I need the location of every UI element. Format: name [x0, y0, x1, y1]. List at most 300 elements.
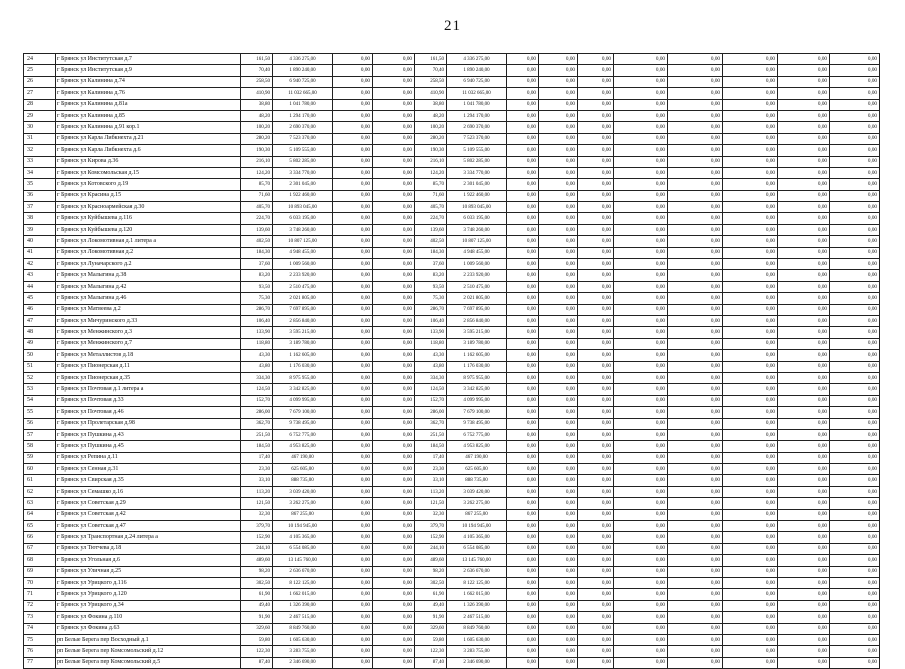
value-cell: 0,00 [507, 315, 539, 326]
value-cell: 0,00 [830, 464, 880, 475]
area-cell: 93,50 [415, 281, 447, 292]
value-cell: 0,00 [668, 304, 723, 315]
table-body [24, 54, 880, 669]
value-cell: 0,00 [507, 99, 539, 110]
table-row [24, 293, 880, 304]
value-cell: 0,00 [614, 384, 668, 395]
value-cell: 0,00 [578, 179, 614, 190]
value-cell: 0,00 [373, 88, 415, 99]
area-cell: 379,70 [415, 521, 447, 532]
value-cell: 0,00 [723, 634, 778, 645]
value-cell: 0,00 [723, 99, 778, 110]
value-cell: 0,00 [539, 293, 578, 304]
value-cell: 0,00 [539, 156, 578, 167]
value-cell: 0,00 [578, 657, 614, 668]
value-cell: 0,00 [723, 213, 778, 224]
value-cell: 0,00 [333, 315, 373, 326]
cost-cell: 11 032 665,00 [273, 88, 333, 99]
value-cell: 0,00 [723, 65, 778, 76]
value-cell: 0,00 [723, 236, 778, 247]
row-number: 72 [24, 600, 56, 611]
cost-cell: 3 595 215,00 [447, 327, 507, 338]
value-cell: 0,00 [578, 612, 614, 623]
table-row [24, 338, 880, 349]
value-cell: 0,00 [778, 259, 830, 270]
area-cell: 410,90 [415, 88, 447, 99]
value-cell: 0,00 [578, 247, 614, 258]
value-cell: 0,00 [507, 589, 539, 600]
area-cell: 49,40 [415, 600, 447, 611]
value-cell: 0,00 [333, 395, 373, 406]
value-cell: 0,00 [778, 190, 830, 201]
value-cell: 0,00 [373, 589, 415, 600]
area-cell: 302,50 [415, 577, 447, 588]
value-cell: 0,00 [333, 327, 373, 338]
value-cell: 0,00 [539, 464, 578, 475]
value-cell: 0,00 [578, 509, 614, 520]
value-cell: 0,00 [373, 315, 415, 326]
value-cell: 0,00 [723, 486, 778, 497]
value-cell: 0,00 [578, 270, 614, 281]
table-row [24, 441, 880, 452]
value-cell: 0,00 [723, 384, 778, 395]
cost-cell: 2 690 370,00 [273, 122, 333, 133]
value-cell: 0,00 [778, 145, 830, 156]
cost-cell: 1 041 780,00 [273, 99, 333, 110]
value-cell: 0,00 [614, 327, 668, 338]
value-cell: 0,00 [373, 179, 415, 190]
cost-cell: 2 856 840,00 [273, 315, 333, 326]
cost-cell: 1 890 240,00 [273, 65, 333, 76]
value-cell: 0,00 [507, 76, 539, 87]
value-cell: 0,00 [333, 646, 373, 657]
cost-cell: 10 807 125,00 [447, 236, 507, 247]
address-cell: г Брянск ул Урицкого д.34 [56, 600, 241, 611]
value-cell: 0,00 [539, 407, 578, 418]
value-cell: 0,00 [373, 612, 415, 623]
value-cell: 0,00 [333, 54, 373, 65]
value-cell: 0,00 [578, 600, 614, 611]
value-cell: 0,00 [668, 133, 723, 144]
cost-cell: 2 021 805,00 [273, 293, 333, 304]
row-number: 54 [24, 395, 56, 406]
value-cell: 0,00 [578, 315, 614, 326]
area-cell: 244,10 [415, 543, 447, 554]
address-cell: г Брянск ул Советская д.47 [56, 521, 241, 532]
value-cell: 0,00 [614, 133, 668, 144]
value-cell: 0,00 [830, 350, 880, 361]
value-cell: 0,00 [723, 88, 778, 99]
row-number: 34 [24, 167, 56, 178]
value-cell: 0,00 [578, 190, 614, 201]
value-cell: 0,00 [614, 293, 668, 304]
address-cell: г Брянск ул Советская д.42 [56, 509, 241, 520]
value-cell: 0,00 [507, 532, 539, 543]
value-cell: 0,00 [778, 350, 830, 361]
value-cell: 0,00 [668, 600, 723, 611]
value-cell: 0,00 [507, 418, 539, 429]
value-cell: 0,00 [723, 577, 778, 588]
value-cell: 0,00 [778, 452, 830, 463]
cost-cell: 4 099 995,00 [273, 395, 333, 406]
value-cell: 0,00 [830, 259, 880, 270]
cost-cell: 6 554 085,00 [273, 543, 333, 554]
value-cell: 0,00 [668, 577, 723, 588]
value-cell: 0,00 [668, 418, 723, 429]
value-cell: 0,00 [830, 156, 880, 167]
value-cell: 0,00 [723, 612, 778, 623]
cost-cell: 4 948 455,00 [273, 247, 333, 258]
value-cell: 0,00 [668, 88, 723, 99]
value-cell: 0,00 [507, 612, 539, 623]
cost-cell: 3 262 275,00 [273, 498, 333, 509]
value-cell: 0,00 [578, 145, 614, 156]
table-row [24, 577, 880, 588]
value-cell: 0,00 [507, 179, 539, 190]
value-cell: 0,00 [578, 281, 614, 292]
value-cell: 0,00 [830, 612, 880, 623]
area-cell: 17,40 [241, 452, 273, 463]
value-cell: 0,00 [830, 99, 880, 110]
area-cell: 286,70 [415, 304, 447, 315]
value-cell: 0,00 [668, 509, 723, 520]
value-cell: 0,00 [778, 361, 830, 372]
value-cell: 0,00 [373, 657, 415, 668]
value-cell: 0,00 [614, 259, 668, 270]
value-cell: 0,00 [668, 247, 723, 258]
table-row [24, 179, 880, 190]
value-cell: 0,00 [778, 486, 830, 497]
value-cell: 0,00 [830, 213, 880, 224]
area-cell: 38,80 [241, 99, 273, 110]
address-cell: г Брянск ул Фокина д.63 [56, 623, 241, 634]
row-number: 37 [24, 202, 56, 213]
area-cell: 83,20 [415, 270, 447, 281]
value-cell: 0,00 [373, 167, 415, 178]
address-cell: г Брянск ул Пионерская д.35 [56, 372, 241, 383]
value-cell: 0,00 [578, 623, 614, 634]
area-cell: 33,10 [241, 475, 273, 486]
value-cell: 0,00 [778, 65, 830, 76]
area-cell: 83,20 [241, 270, 273, 281]
value-cell: 0,00 [830, 566, 880, 577]
value-cell: 0,00 [614, 589, 668, 600]
value-cell: 0,00 [778, 202, 830, 213]
value-cell: 0,00 [830, 76, 880, 87]
table-row [24, 122, 880, 133]
value-cell: 0,00 [333, 190, 373, 201]
area-cell: 334,30 [241, 372, 273, 383]
value-cell: 0,00 [723, 543, 778, 554]
row-number: 57 [24, 429, 56, 440]
cost-cell: 1 176 030,00 [273, 361, 333, 372]
value-cell: 0,00 [578, 259, 614, 270]
value-cell: 0,00 [507, 498, 539, 509]
table-row [24, 361, 880, 372]
value-cell: 0,00 [830, 532, 880, 543]
table-row [24, 429, 880, 440]
row-number: 46 [24, 304, 56, 315]
value-cell: 0,00 [668, 407, 723, 418]
address-cell: г Брянск ул Пушкина д.43 [56, 429, 241, 440]
cost-cell: 6 940 725,00 [447, 76, 507, 87]
cost-cell: 7 679 100,00 [447, 407, 507, 418]
value-cell: 0,00 [614, 612, 668, 623]
row-number: 28 [24, 99, 56, 110]
address-cell: г Брянск ул Котовского д.19 [56, 179, 241, 190]
area-cell: 362,70 [241, 418, 273, 429]
row-number: 58 [24, 441, 56, 452]
area-cell: 152,70 [241, 395, 273, 406]
address-cell: г Брянск ул Малыгина д.38 [56, 270, 241, 281]
value-cell: 0,00 [333, 521, 373, 532]
value-cell: 0,00 [614, 498, 668, 509]
value-cell: 0,00 [539, 372, 578, 383]
address-cell: г Брянск ул Пионерская д.11 [56, 361, 241, 372]
table-row [24, 88, 880, 99]
value-cell: 0,00 [778, 236, 830, 247]
value-cell: 0,00 [830, 110, 880, 121]
area-cell: 87,40 [241, 657, 273, 668]
cost-cell: 1 176 030,00 [447, 361, 507, 372]
value-cell: 0,00 [723, 521, 778, 532]
value-cell: 0,00 [830, 498, 880, 509]
value-cell: 0,00 [578, 543, 614, 554]
area-cell: 75,30 [415, 293, 447, 304]
cost-cell: 10 194 945,00 [447, 521, 507, 532]
cost-cell: 1 009 560,00 [447, 259, 507, 270]
table-row [24, 145, 880, 156]
row-number: 42 [24, 259, 56, 270]
table-row [24, 623, 880, 634]
cost-cell: 9 738 495,00 [273, 418, 333, 429]
value-cell: 0,00 [830, 509, 880, 520]
table-row [24, 259, 880, 270]
address-cell: г Брянск ул Локомотивная д.2 [56, 247, 241, 258]
area-cell: 362,70 [415, 418, 447, 429]
cost-cell: 2 021 805,00 [447, 293, 507, 304]
value-cell: 0,00 [539, 179, 578, 190]
address-cell: г Брянск ул Калинина д.85 [56, 110, 241, 121]
area-cell: 302,50 [241, 577, 273, 588]
value-cell: 0,00 [668, 270, 723, 281]
value-cell: 0,00 [333, 133, 373, 144]
value-cell: 0,00 [723, 475, 778, 486]
area-cell: 17,40 [415, 452, 447, 463]
address-cell: г Брянск ул Почтовая д.1 литера а [56, 384, 241, 395]
address-cell: г Брянск ул Красина д.15 [56, 190, 241, 201]
value-cell: 0,00 [778, 281, 830, 292]
area-cell: 139,60 [241, 224, 273, 235]
value-cell: 0,00 [668, 281, 723, 292]
value-cell: 0,00 [723, 110, 778, 121]
value-cell: 0,00 [668, 76, 723, 87]
value-cell: 0,00 [507, 270, 539, 281]
value-cell: 0,00 [578, 350, 614, 361]
area-cell: 121,50 [241, 498, 273, 509]
cost-cell: 1 294 170,00 [273, 110, 333, 121]
value-cell: 0,00 [539, 122, 578, 133]
value-cell: 0,00 [539, 634, 578, 645]
value-cell: 0,00 [668, 452, 723, 463]
value-cell: 0,00 [668, 122, 723, 133]
cost-cell: 2 233 920,00 [273, 270, 333, 281]
value-cell: 0,00 [830, 190, 880, 201]
table-row [24, 372, 880, 383]
cost-cell: 10 194 945,00 [273, 521, 333, 532]
value-cell: 0,00 [830, 133, 880, 144]
value-cell: 0,00 [668, 646, 723, 657]
value-cell: 0,00 [333, 179, 373, 190]
value-cell: 0,00 [578, 418, 614, 429]
area-cell: 224,70 [415, 213, 447, 224]
address-cell: рп Белые Берега пер Комсомольский д.5 [56, 657, 241, 668]
cost-cell: 1 605 630,00 [273, 634, 333, 645]
address-cell: г Брянск ул Менжинского д.3 [56, 327, 241, 338]
value-cell: 0,00 [578, 577, 614, 588]
value-cell: 0,00 [578, 99, 614, 110]
cost-cell: 3 039 420,00 [273, 486, 333, 497]
value-cell: 0,00 [778, 441, 830, 452]
row-number: 45 [24, 293, 56, 304]
value-cell: 0,00 [723, 623, 778, 634]
value-cell: 0,00 [373, 293, 415, 304]
address-cell: г Брянск ул Тютчева д.18 [56, 543, 241, 554]
value-cell: 0,00 [333, 259, 373, 270]
value-cell: 0,00 [373, 270, 415, 281]
value-cell: 0,00 [333, 122, 373, 133]
cost-cell: 888 735,00 [273, 475, 333, 486]
value-cell: 0,00 [373, 54, 415, 65]
value-cell: 0,00 [333, 338, 373, 349]
cost-cell: 7 697 895,00 [447, 304, 507, 315]
value-cell: 0,00 [723, 190, 778, 201]
value-cell: 0,00 [507, 65, 539, 76]
value-cell: 0,00 [539, 429, 578, 440]
value-cell: 0,00 [333, 589, 373, 600]
area-cell: 410,90 [241, 88, 273, 99]
row-number: 69 [24, 566, 56, 577]
table-row [24, 270, 880, 281]
value-cell: 0,00 [614, 429, 668, 440]
value-cell: 0,00 [507, 555, 539, 566]
value-cell: 0,00 [614, 167, 668, 178]
table-row [24, 202, 880, 213]
value-cell: 0,00 [668, 612, 723, 623]
area-cell: 59,80 [415, 634, 447, 645]
value-cell: 0,00 [507, 361, 539, 372]
value-cell: 0,00 [539, 259, 578, 270]
value-cell: 0,00 [539, 475, 578, 486]
value-cell: 0,00 [668, 429, 723, 440]
value-cell: 0,00 [507, 259, 539, 270]
cost-cell: 10 893 045,00 [447, 202, 507, 213]
value-cell: 0,00 [778, 224, 830, 235]
value-cell: 0,00 [373, 122, 415, 133]
value-cell: 0,00 [507, 350, 539, 361]
value-cell: 0,00 [578, 429, 614, 440]
cost-cell: 467 190,00 [447, 452, 507, 463]
value-cell: 0,00 [373, 304, 415, 315]
cost-cell: 1 662 015,00 [273, 589, 333, 600]
value-cell: 0,00 [578, 167, 614, 178]
value-cell: 0,00 [830, 88, 880, 99]
address-cell: г Брянск ул Свирская д.35 [56, 475, 241, 486]
area-cell: 489,60 [415, 555, 447, 566]
value-cell: 0,00 [723, 145, 778, 156]
value-cell: 0,00 [614, 555, 668, 566]
cost-cell: 2 467 515,00 [273, 612, 333, 623]
cost-cell: 7 523 370,00 [447, 133, 507, 144]
value-cell: 0,00 [778, 634, 830, 645]
area-cell: 280,20 [415, 133, 447, 144]
value-cell: 0,00 [373, 213, 415, 224]
cost-cell: 7 523 370,00 [273, 133, 333, 144]
area-cell: 402,50 [241, 236, 273, 247]
value-cell: 0,00 [539, 452, 578, 463]
value-cell: 0,00 [507, 452, 539, 463]
value-cell: 0,00 [578, 76, 614, 87]
value-cell: 0,00 [333, 88, 373, 99]
value-cell: 0,00 [507, 213, 539, 224]
address-cell: г Брянск ул Сенная д.31 [56, 464, 241, 475]
area-cell: 329,60 [415, 623, 447, 634]
value-cell: 0,00 [668, 361, 723, 372]
value-cell: 0,00 [373, 190, 415, 201]
value-cell: 0,00 [830, 202, 880, 213]
row-number: 70 [24, 577, 56, 588]
value-cell: 0,00 [778, 315, 830, 326]
cost-cell: 3 342 825,00 [447, 384, 507, 395]
value-cell: 0,00 [539, 566, 578, 577]
cost-cell: 3 283 755,00 [447, 646, 507, 657]
table-row [24, 281, 880, 292]
value-cell: 0,00 [373, 600, 415, 611]
table-row [24, 407, 880, 418]
value-cell: 0,00 [539, 167, 578, 178]
value-cell: 0,00 [373, 372, 415, 383]
value-cell: 0,00 [830, 293, 880, 304]
address-cell: г Брянск ул Комсомольская д.15 [56, 167, 241, 178]
value-cell: 0,00 [778, 646, 830, 657]
value-cell: 0,00 [373, 133, 415, 144]
value-cell: 0,00 [539, 521, 578, 532]
value-cell: 0,00 [507, 577, 539, 588]
cost-cell: 8 122 125,00 [273, 577, 333, 588]
area-cell: 43,30 [415, 350, 447, 361]
cost-cell: 3 334 770,00 [447, 167, 507, 178]
value-cell: 0,00 [539, 589, 578, 600]
value-cell: 0,00 [539, 498, 578, 509]
row-number: 49 [24, 338, 56, 349]
row-number: 50 [24, 350, 56, 361]
value-cell: 0,00 [778, 76, 830, 87]
value-cell: 0,00 [614, 532, 668, 543]
value-cell: 0,00 [539, 600, 578, 611]
value-cell: 0,00 [614, 486, 668, 497]
value-cell: 0,00 [668, 521, 723, 532]
value-cell: 0,00 [830, 327, 880, 338]
cost-cell: 2 467 515,00 [447, 612, 507, 623]
value-cell: 0,00 [539, 361, 578, 372]
value-cell: 0,00 [778, 304, 830, 315]
area-cell: 161,50 [415, 54, 447, 65]
row-number: 65 [24, 521, 56, 532]
area-cell: 38,80 [415, 99, 447, 110]
value-cell: 0,00 [778, 566, 830, 577]
value-cell: 0,00 [668, 475, 723, 486]
value-cell: 0,00 [614, 179, 668, 190]
